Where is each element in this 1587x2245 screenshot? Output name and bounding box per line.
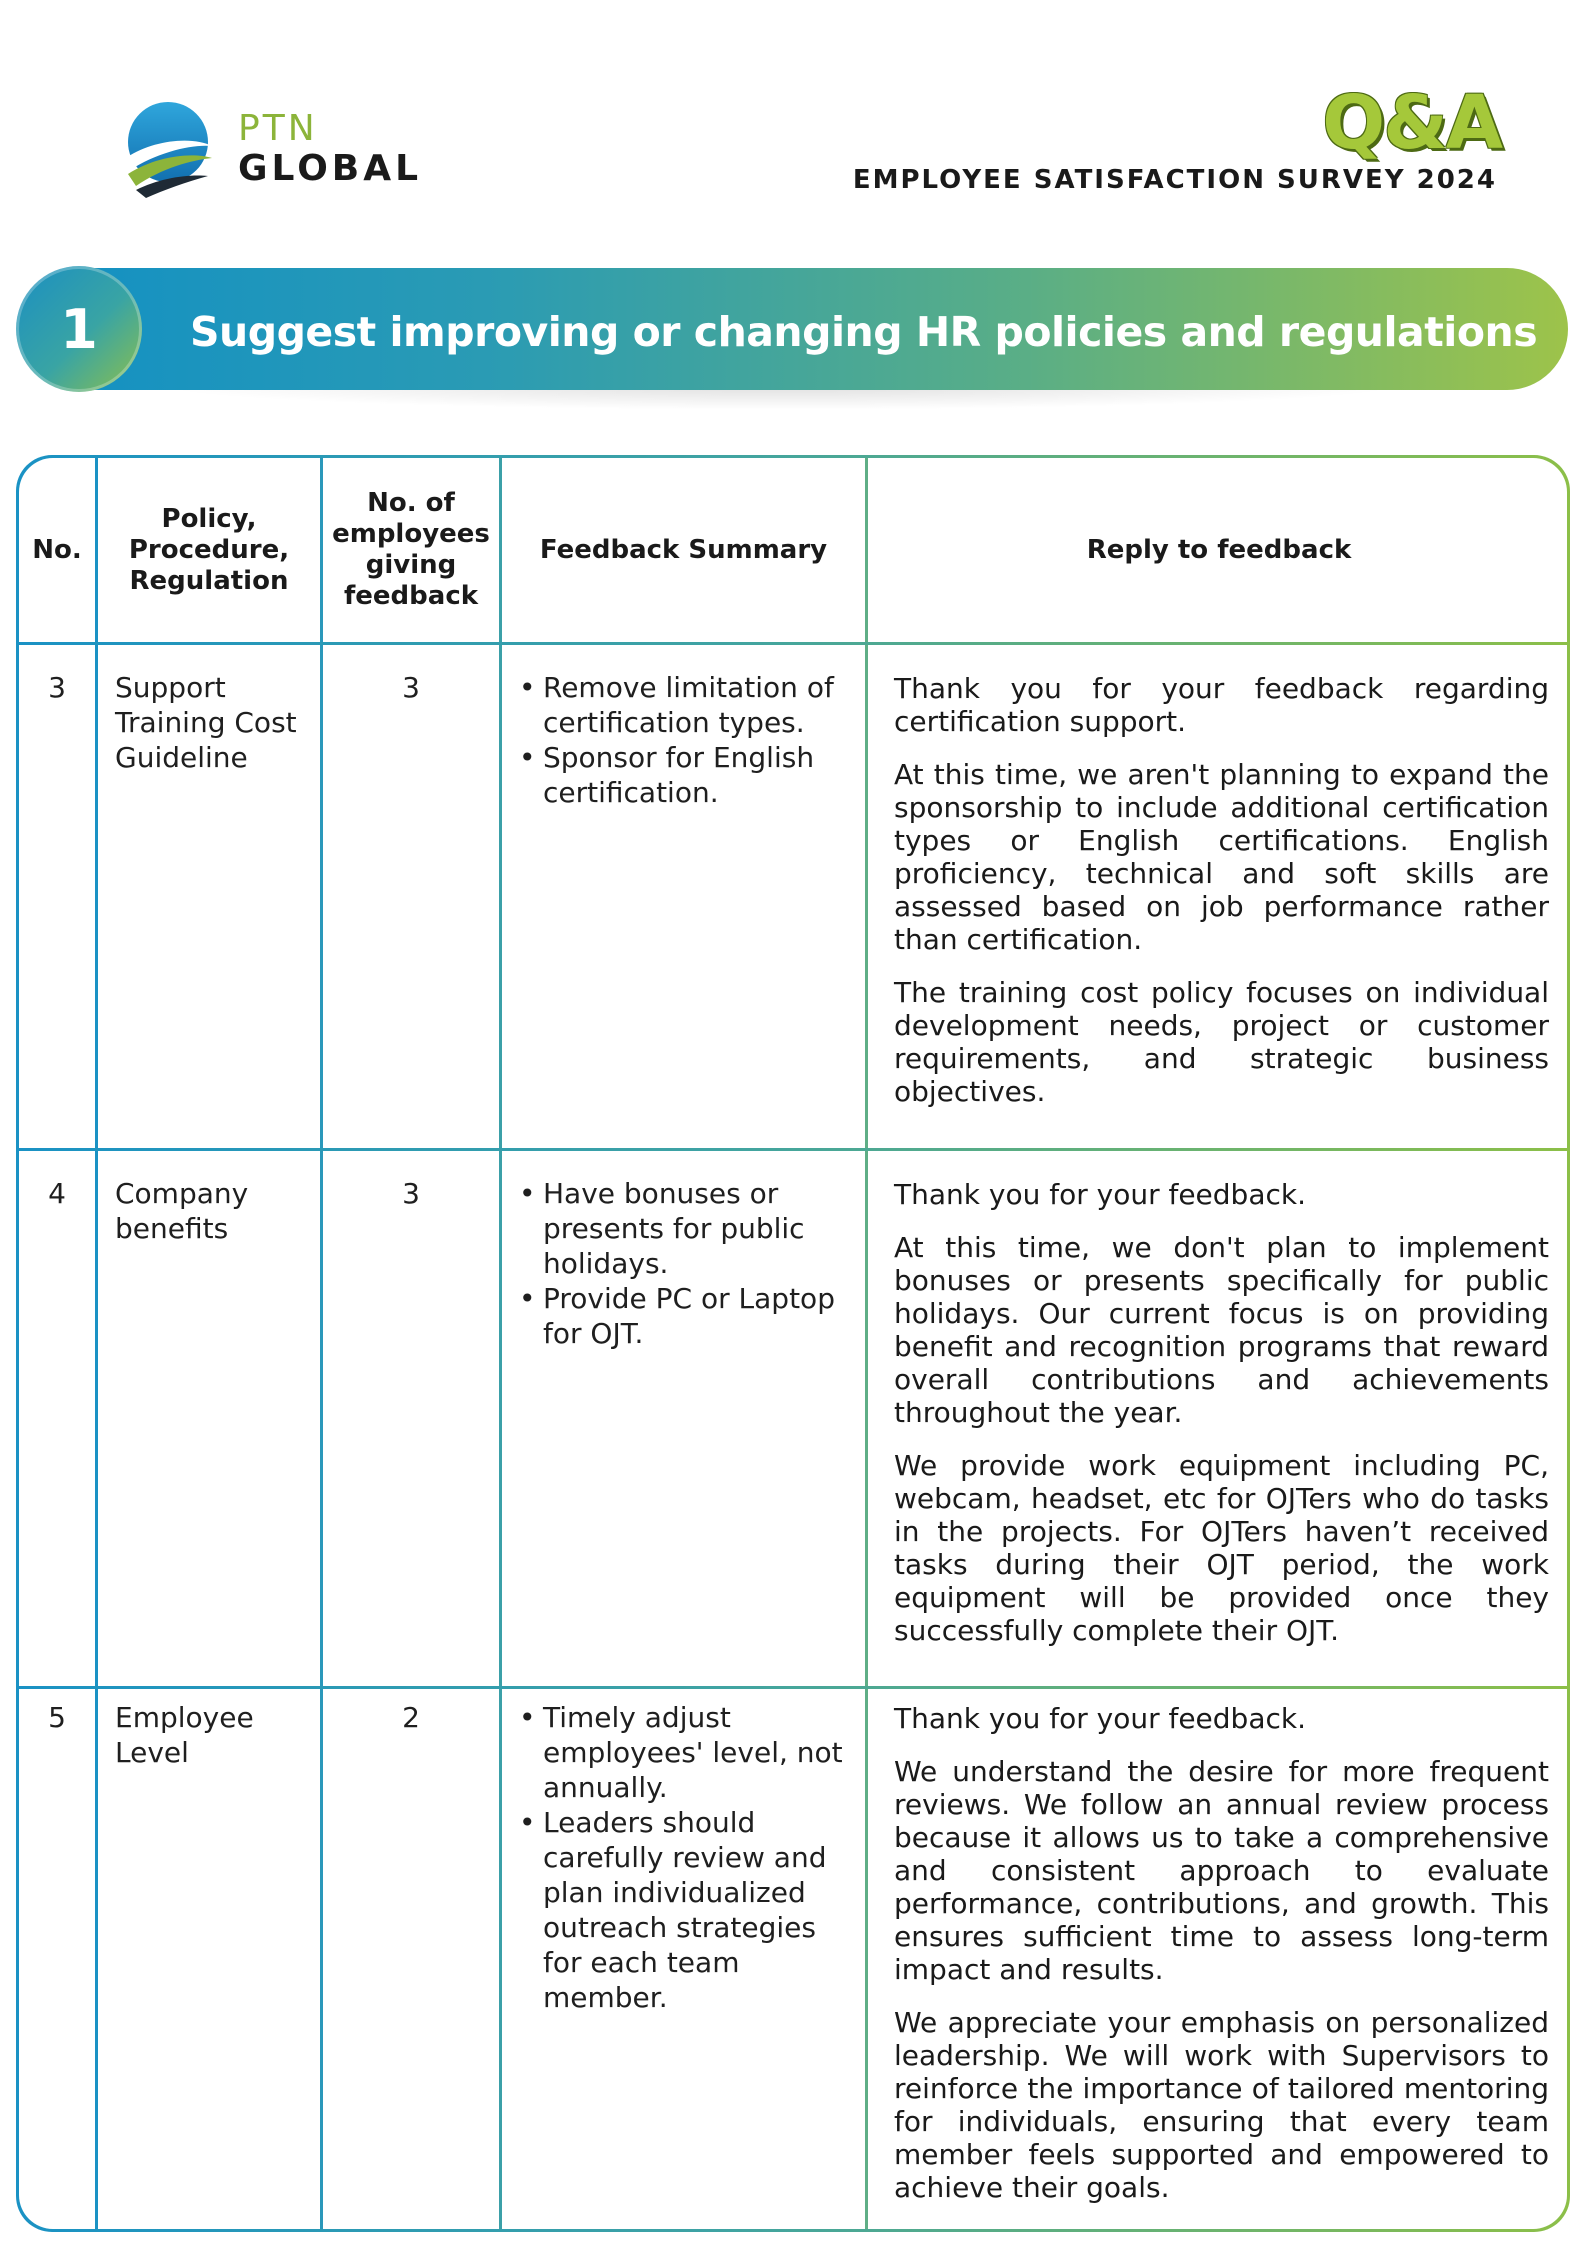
reply-paragraph: At this time, we don't plan to implement bonuses or presents specifically for public holidays. Our current focus is on providing benefit and recognition programs that reward overall contributions and achievements throughout the year.	[894, 1231, 1549, 1429]
reply-paragraph: We understand the desire for more frequent reviews. We follow an annual review process because it allows us to take a comprehensive and consistent approach to evaluate performance, contributions, and growth. This ensures sufficient time to assess long-term impact and results.	[894, 1755, 1549, 1986]
feedback-item: • Remove limitation of certification types.	[515, 670, 861, 740]
feedback-item: • Leaders should carefully review and plan individualized outreach strategies for each team member.	[515, 1805, 853, 2015]
header-no: No.	[32, 534, 82, 565]
column-divider	[95, 458, 98, 2229]
header-reply: Reply to feedback	[1086, 534, 1352, 565]
reply-paragraph: At this time, we aren't planning to expand the sponsorship to include additional certification types or English certifications. English proficiency, technical and soft skills are assessed based on job performance rather than certification.	[894, 758, 1549, 956]
row-policy: Support Training Cost Guideline	[115, 671, 297, 774]
column-divider	[499, 458, 502, 2229]
row-feedback-list	[515, 670, 861, 810]
row-reply	[894, 1178, 1549, 1667]
row-reply	[894, 1702, 1549, 2224]
row-policy: Employee Level	[115, 1701, 254, 1769]
row-number: 5	[48, 1701, 66, 1734]
feedback-item: • Timely adjust employees' level, not annually.	[515, 1700, 853, 1805]
row-employee-count: 3	[402, 1177, 420, 1210]
survey-title: EMPLOYEE SATISFACTION SURVEY 2024	[852, 165, 1497, 195]
row-employee-count: 3	[402, 671, 420, 704]
reply-paragraph: Thank you for your feedback.	[894, 1702, 1307, 1735]
reply-paragraph: Thank you for your feedback.	[894, 1178, 1307, 1211]
feedback-item: • Sponsor for English certification.	[515, 740, 861, 810]
header-employees: No. of employees giving feedback	[332, 488, 490, 611]
row-number: 3	[48, 671, 66, 704]
header-policy: Policy, Procedure, Regulation	[128, 503, 290, 596]
reply-paragraph: The training cost policy focuses on individual development needs, project or customer requirements, and strategic business objectives.	[894, 976, 1549, 1108]
feedback-item: • Provide PC or Laptop for OJT.	[515, 1281, 835, 1351]
feedback-table	[16, 455, 1570, 2232]
section-title: Suggest improving or changing HR policies and regulations	[190, 308, 1538, 356]
header-summary: Feedback Summary	[539, 534, 828, 565]
row-divider	[19, 1686, 1567, 1689]
row-divider	[19, 1148, 1567, 1151]
column-divider	[865, 458, 868, 2229]
row-policy: Company benefits	[115, 1177, 249, 1245]
reply-paragraph: We provide work equipment including PC, webcam, headset, etc for OJTers who do tasks in the projects. For OJTers haven’t received tasks during their OJT period, the work equipment will be provided once they successfully complete their OJT.	[894, 1449, 1549, 1647]
section-number-badge: 1	[16, 266, 142, 392]
reply-paragraph: We appreciate your emphasis on personalized leadership. We will work with Supervisors to reinforce the importance of tailored mentoring for individuals, ensuring that every team member feels supported and empowered to achieve their goals.	[894, 2006, 1549, 2204]
ptn-global-logo	[122, 100, 422, 200]
feedback-item: • Have bonuses or presents for public holidays.	[515, 1176, 835, 1281]
reply-paragraph: Thank you for your feedback regarding certification support.	[894, 672, 1549, 738]
logo-ptn-text: PTN	[238, 108, 318, 149]
qa-heading: Q&A	[1322, 80, 1501, 166]
row-reply	[894, 672, 1549, 1128]
globe-logo-icon	[122, 100, 214, 200]
row-employee-count: 2	[402, 1701, 420, 1734]
row-feedback-list	[515, 1700, 853, 2015]
column-divider	[320, 458, 323, 2229]
logo-global-text: GLOBAL	[238, 148, 423, 189]
row-divider	[19, 642, 1567, 645]
row-number: 4	[48, 1177, 66, 1210]
row-feedback-list	[515, 1176, 835, 1351]
